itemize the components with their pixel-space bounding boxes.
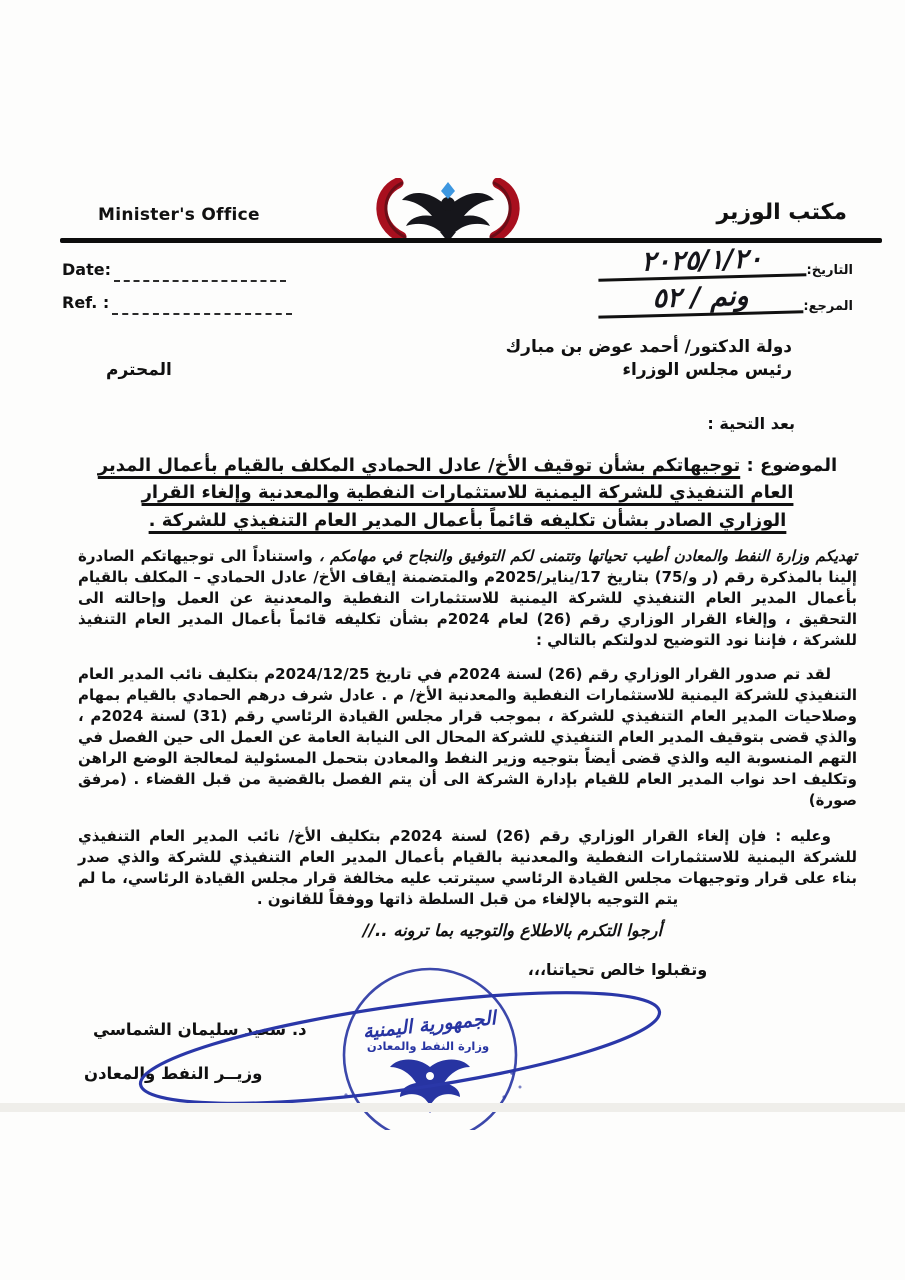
addressee-block: [506, 336, 792, 382]
subject-label: الموضوع :: [740, 455, 838, 476]
handwritten-date: ٢٠٢٥/١/٢٠: [598, 243, 807, 281]
regards-line: وتقبلوا خالص تحياتنا،،،: [527, 960, 708, 980]
ref-label-en: Ref. :: [62, 293, 110, 312]
date-line: [114, 262, 286, 282]
subject-line-3: الوزاري الصادر بشأن تكليفه قائماً بأعمال المدير العام التنفيذي للشركة .: [148, 509, 787, 531]
handwritten-ref: ونم / ٥٢: [598, 280, 804, 318]
subject-line-1: [78, 452, 857, 479]
date-label-en: Date:: [62, 260, 111, 279]
subject-line-2: العام التنفيذي للشركة اليمنية للاستثمارات النفطية والمعدنية وإلغاء القرار: [141, 482, 794, 504]
stamp-ministry-text: وزارة النفط والمعادن: [366, 1039, 490, 1053]
honorific: المحترم: [106, 360, 172, 380]
addressee-name: دولة الدكتور/ أحمد عوض بن مبارك: [505, 337, 792, 357]
salutation: بعد التحية :: [707, 414, 795, 433]
paragraph-1-text: واستناداً الى توجيهاتكم الصادرة إلينا بالمذكرة رقم (ر و/75) بتاريخ 17/يناير/2025م والمتضمنة إيقاف الأخ/ عادل الحمادي – المكلف بالقيام بأعمال المدير العام التنفيذي للشركة اليمنية للاستثمارات النفطية والمعدنية عن العمل وإحالته الى التحقيق ، وإلغاء القرار الوزاري رقم (26) لعام 2024م بشأن تكليفه قائماً بأعمال المدير العام التنفيذ للشركة ، فإننا نود التوضيح لدولتكم بالتالي :: [78, 547, 858, 650]
date-label-ar: التاريخ:: [806, 263, 853, 278]
scan-artifact-band: [0, 1103, 905, 1112]
minister-title: وزيــر النفط والمعادن: [84, 1064, 263, 1083]
subject-text-1: توجيهاتكم بشأن توقيف الأخ/ عادل الحمادي المكلف بالقيام بأعمال المدير: [97, 455, 741, 476]
paragraph-3: وعليه : فإن إلغاء القرار الوزاري رقم (26) لسنة 2024م بتكليف الأخ/ نائب المدير العام التنفيذي للشركة اليمنية للاستثمارات النفطية والمعدنية بالقيام بأعمال المدير العام التنفيذي للشركة والذي صدر بناء على قرار وتوجيهات مجلس القيادة الرئاسي سيترتب عليه مخالفة قرار مجلس القيادة الرئاسي، ما لم يتم التوجيه بالإلغاء من قبل السلطة ذاتها ووفقاً للقانون .: [78, 827, 857, 909]
closing-request: أرجوا التكرم بالاطلاع والتوجيه بما ترونه ..//: [362, 921, 663, 941]
paragraph-greeting: [78, 546, 857, 651]
minister-name: د. سعيد سليمان الشماسي: [93, 1020, 307, 1039]
greeting-calligraphy: تهديكم وزارة النفط والمعادن أطيب تحياتها وتتمنى لكم التوفيق والنجاح في مهامكم ،: [312, 547, 857, 566]
yemen-emblem-icon: [368, 178, 528, 242]
header-divider: [60, 238, 882, 243]
office-name-arabic: مكتب الوزير: [716, 200, 847, 225]
subject-block: [78, 452, 857, 534]
addressee-title: رئيس مجلس الوزراء: [622, 359, 792, 380]
ref-line: [112, 295, 292, 315]
letter-body: [78, 452, 857, 979]
ref-label-ar: المرجع:: [803, 299, 853, 314]
office-name-english: Minister's Office: [98, 205, 260, 225]
paragraph-2: لقد تم صدور القرار الوزاري رقم (26) لسنة 2024م في تاريخ 2024/12/25م بتكليف نائب المدير العام التنفيذي للشركة اليمنية للاستثمارات النفطية والمعدنية الأخ/ م . عادل شرف درهم الحمادي بالقيام بمهام وصلاحيات المدير العام التنفيذي للشركة ، بموجب قرار مجلس القيادة الرئاسي رقم (31) لسنة 2024م ، والذي قضى بتوقيف المدير العام التنفيذي للشركة المحال الى النيابة العامة عن العمل الى حين الفصل في التهم المنسوبة اليه والذي قضى أيضاً بتوجيه وزير النفط والمعادن بتحمل المسئولية لمعالجة الوضع الراهن وتكليف احد نواب المدير العام للقيام بإدارة الشركة الى أن يتم الفصل بالقضية من قبل القضاء . (مرفق صورة): [78, 665, 857, 810]
stamp-country-text: الجمهورية اليمنية: [361, 1007, 497, 1043]
